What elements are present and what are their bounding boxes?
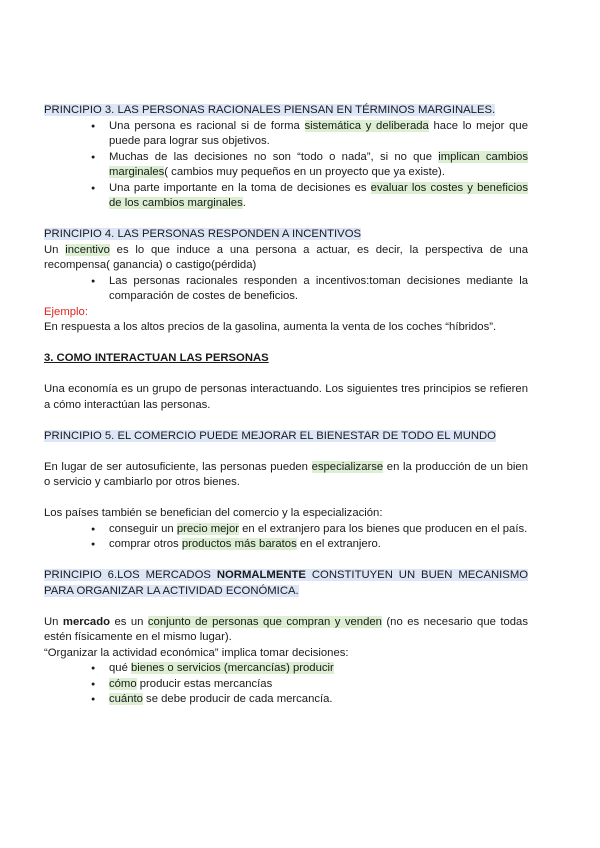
list-item: ● conseguir un precio mejor en el extranjero para los bienes que producen en el país.	[109, 522, 528, 538]
incentive-definition: Un incentivo es lo que induce a una persona a actuar, es decir, la perspectiva de una recompensa( ganancia) o castigo(pérdida)	[44, 243, 528, 271]
principle-6-heading: PRINCIPIO 6.LOS MERCADOS NORMALMENTE CONSTITUYEN UN BUEN MECANISMO PARA ORGANIZAR LA ACTIVIDAD ECONÓMICA.	[44, 569, 529, 597]
principle-5-heading: PRINCIPIO 5. EL COMERCIO PUEDE MEJORAR EL BIENESTAR DE TODO EL MUNDO	[44, 429, 496, 442]
example-text: En respuesta a los altos precios de la gasolina, aumenta la venta de los coches “híbridos”.	[44, 321, 497, 333]
document-content	[44, 103, 528, 708]
principle-3-list	[44, 119, 528, 212]
list-item: ● Una parte importante en la toma de decisiones es evaluar los costes y beneficios de los cambios marginales.	[109, 181, 528, 212]
list-item: ● comprar otros productos más baratos en el extranjero.	[109, 537, 528, 553]
organize-paragraph: “Organizar la actividad económica” implica tomar decisiones:	[44, 646, 349, 659]
principle-6-list	[44, 661, 528, 708]
principle-4-heading: PRINCIPIO 4. LAS PERSONAS RESPONDEN A INCENTIVOS	[44, 228, 362, 240]
countries-paragraph: Los países también se benefician del comercio y la especialización:	[44, 507, 383, 519]
list-item: ● Las personas racionales responden a incentivos:toman decisiones mediante la comparación de costes de beneficios.	[109, 274, 528, 305]
example-label: Ejemplo:	[44, 305, 88, 318]
principle-4-list	[44, 274, 528, 305]
section-3-title: 3. COMO INTERACTUAN LAS PERSONAS	[44, 352, 269, 364]
specialization-paragraph: En lugar de ser autosuficiente, las personas pueden especializarse en la producción de un bien o servicio y cambiarlo por otros bienes.	[44, 460, 528, 488]
market-definition: Un mercado es un conjunto de personas que compran y venden (no es necesario que todas estén físicamente en el mismo lugar).	[44, 615, 528, 643]
list-item: ● Una persona es racional si de forma sistemática y deliberada hace lo mejor que puede para lograr sus objetivos.	[109, 119, 528, 150]
section-3-intro: Una economía es un grupo de personas interactuando. Los siguientes tres principios se refieren a cómo interactúan las personas.	[44, 383, 528, 411]
principle-5-list	[44, 522, 528, 553]
list-item: ● Muchas de las decisiones no son “todo o nada”, si no que implican cambios marginales( cambios muy pequeños en un proyecto que ya existe).	[109, 150, 528, 181]
list-item: ● cuánto se debe producir de cada mercancía.	[109, 692, 528, 708]
list-item: ● qué bienes o servicios (mercancías) producir	[109, 661, 528, 677]
principle-3-heading: PRINCIPIO 3. LAS PERSONAS RACIONALES PIENSAN EN TÉRMINOS MARGINALES.	[44, 104, 496, 116]
list-item: ● cómo producir estas mercancías	[109, 677, 528, 693]
